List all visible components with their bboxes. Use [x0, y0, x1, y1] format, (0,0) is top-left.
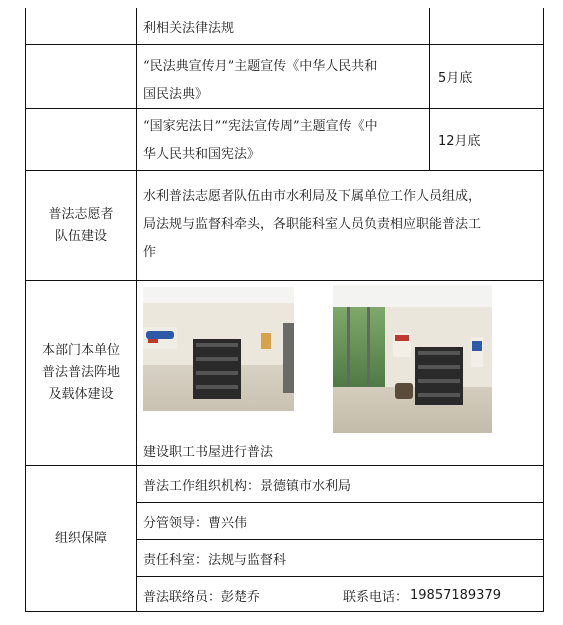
position-label: 本部门本单位 普法普法阵地 及载体建设 — [26, 281, 137, 465]
table-row — [26, 281, 543, 466]
empty-label-cell — [26, 8, 137, 44]
contact-line: 普法联络员：彭楚乔 — [143, 589, 261, 605]
empty-label-cell — [26, 45, 137, 108]
org-line: 普法工作组织机构：景德镇市水利局 — [143, 478, 352, 494]
office-line: 责任科室：法规与监督科 — [143, 552, 287, 568]
table-row — [26, 109, 543, 171]
schedule-content-line: 华人民共和国宪法》 — [143, 147, 261, 162]
phone-number: 19857189379 — [410, 587, 501, 603]
schedule-time: 12月底 — [429, 109, 543, 170]
table-row — [26, 8, 543, 45]
volunteer-text: 水利普法志愿者队伍由市水利局及下属单位工作人员组成， 局法规与监督科牵头，各职能科室人员负责相应职能普法工 作 — [143, 189, 482, 260]
table-row — [26, 466, 543, 612]
photo-caption: 建设职工书屋进行普法 — [143, 445, 274, 460]
schedule-time: 5月底 — [429, 45, 543, 108]
schedule-content-line: 国民法典》 — [143, 87, 209, 102]
schedule-content-line: “国家宪法日”“宪法宣传周”主题宣传《中 — [143, 119, 378, 134]
table-row — [26, 45, 543, 109]
phone-label: 联系电话： — [343, 589, 409, 605]
leader-line: 分管领导：曹兴伟 — [143, 515, 248, 531]
schedule-content-line: “民法典宣传月”主题宣传《中华人民共和 — [143, 59, 378, 74]
schedule-time — [429, 8, 543, 44]
schedule-content: 利相关法律法规 — [143, 20, 235, 36]
table-row — [26, 171, 543, 281]
volunteer-label: 普法志愿者 队伍建设 — [26, 171, 137, 280]
plan-table — [25, 8, 544, 612]
reading-room-photo-2 — [333, 285, 492, 433]
empty-label-cell — [26, 109, 137, 170]
guarantee-label: 组织保障 — [26, 466, 137, 611]
reading-room-photo-1 — [143, 287, 294, 411]
